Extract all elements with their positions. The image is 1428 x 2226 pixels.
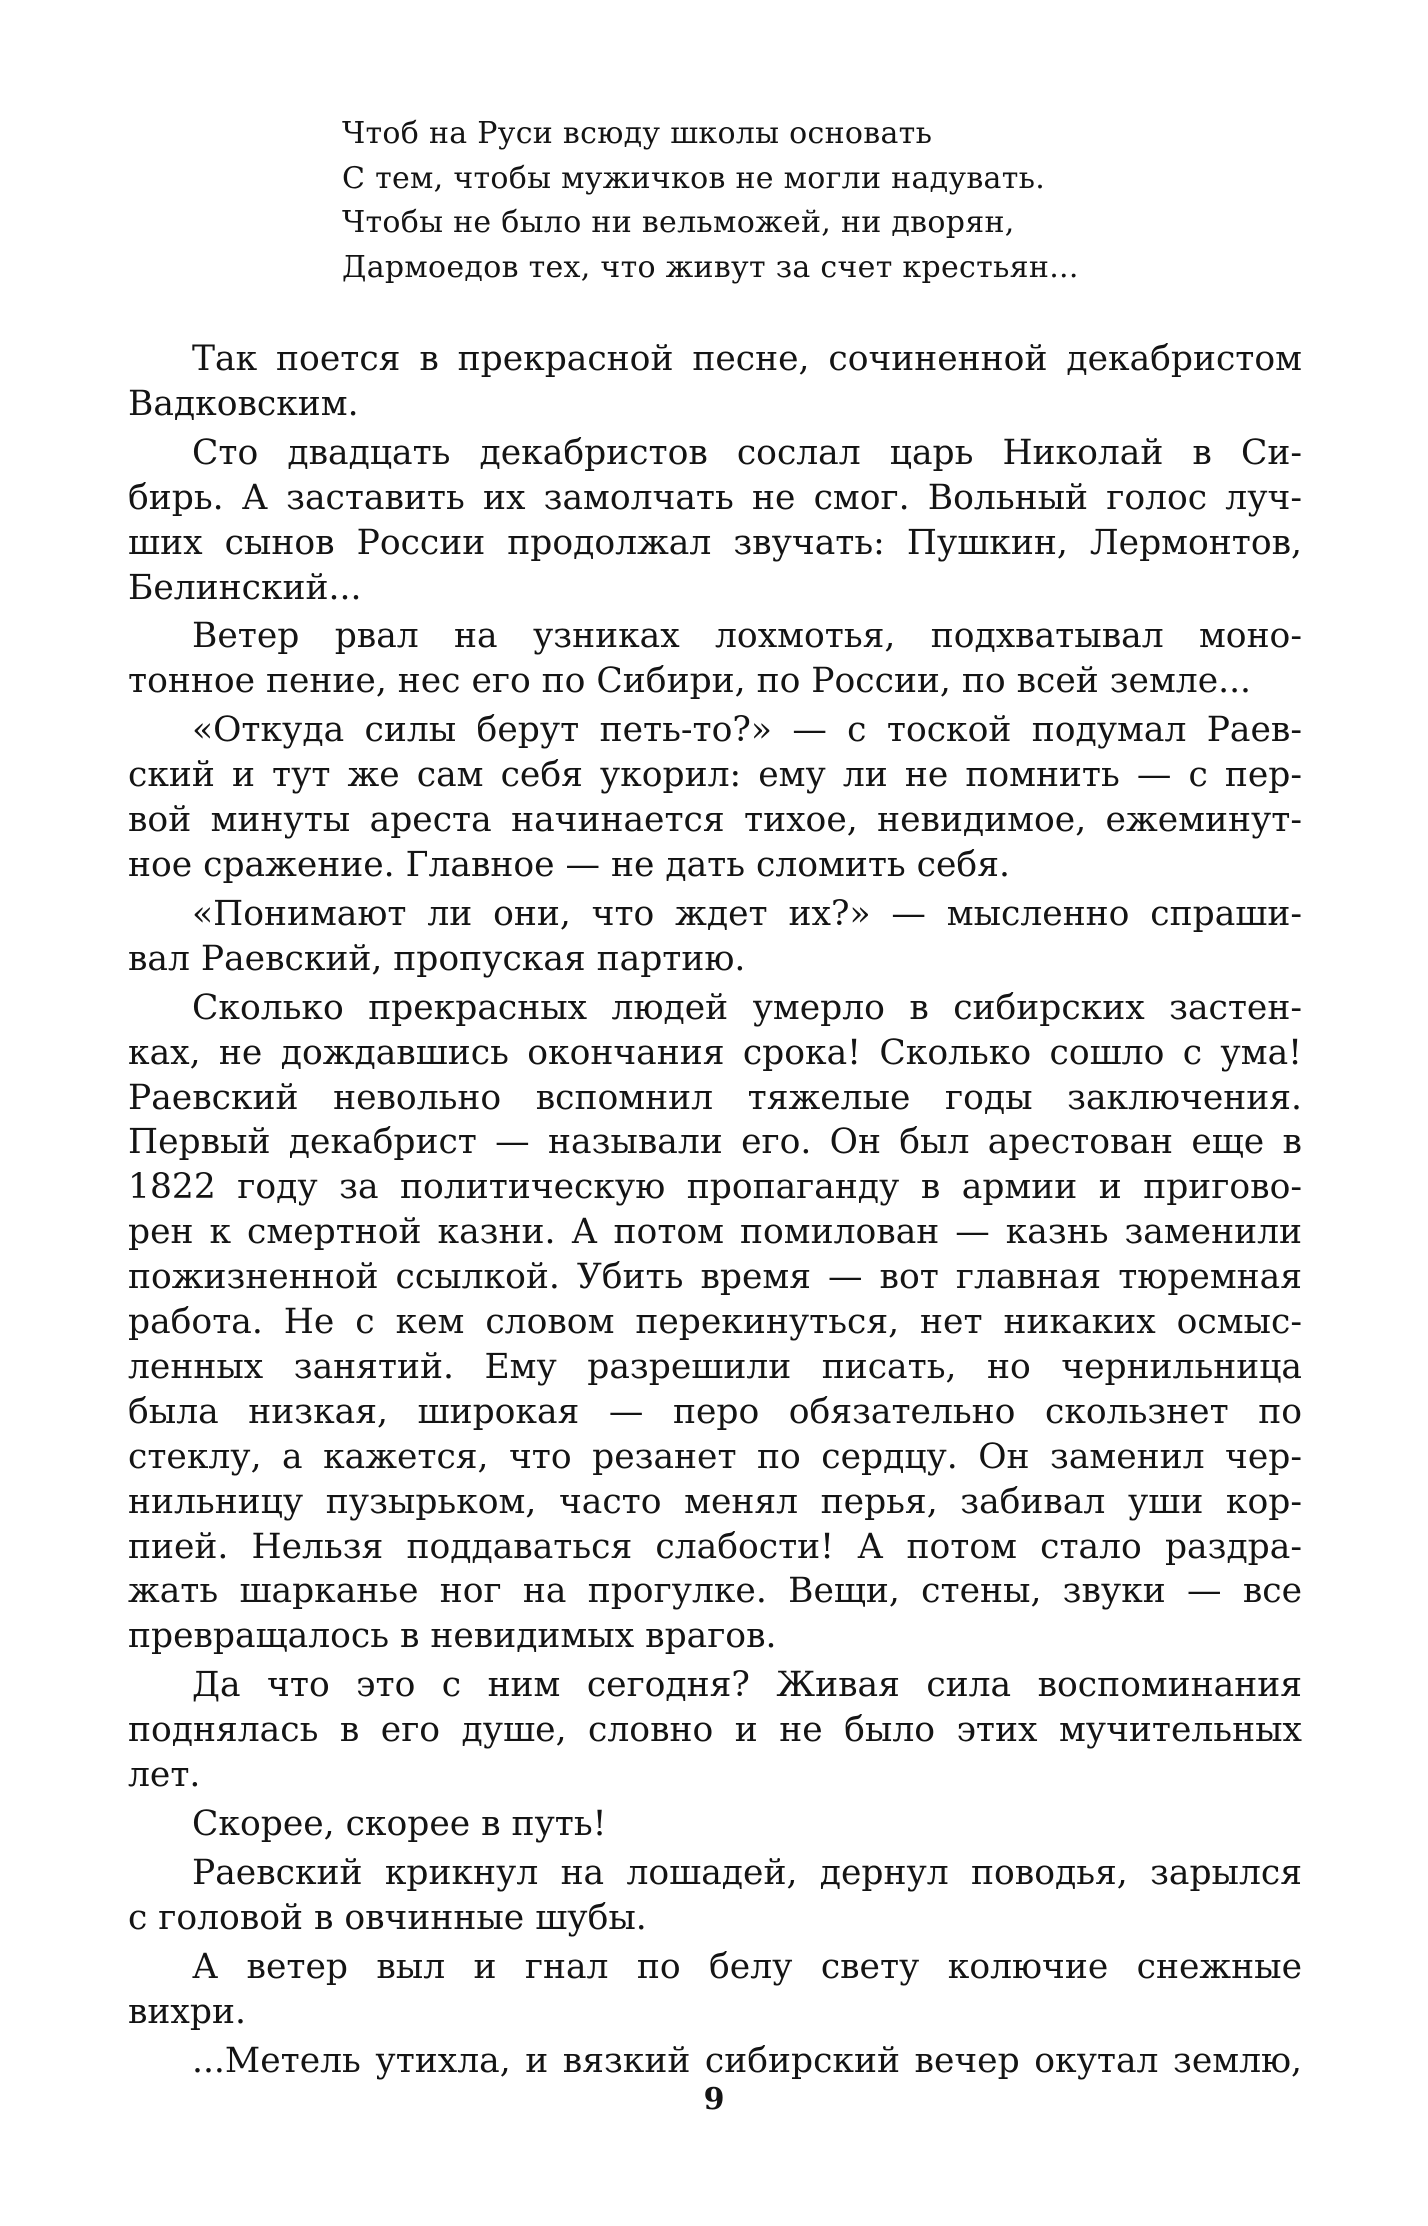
text-line: Так поется в прекрасной песне, сочиненной декабристом <box>192 339 1302 379</box>
text-line: пожизненной ссылкой. Убить время — вот главная тюремная <box>128 1257 1302 1298</box>
poem-line: С тем, чтобы мужичков не могли надувать. <box>342 160 1046 196</box>
text-line: ших сынов России продолжал звучать: Пушкин, Лермонтов, <box>128 522 1302 563</box>
text-line: Скорее, скорее в путь! <box>192 1804 607 1844</box>
text-line: ное сражение. Главное — не дать сломить себя. <box>128 844 1010 885</box>
text-line: А ветер выл и гнал по белу свету колючие снежные <box>192 1946 1302 1987</box>
text-line: пией. Нельзя поддаваться слабости! А потом стало раздра- <box>128 1526 1302 1567</box>
poem-line: Чтобы не было ни вельможей, ни дворян, <box>342 205 1015 240</box>
paragraph <box>128 1663 1302 1798</box>
text-line: ках, не дождавшись окончания срока! Сколько сошло с ума! <box>128 1032 1302 1073</box>
body-text <box>128 337 1302 2087</box>
text-line: тонное пение, нес его по Сибири, по России, по всей земле... <box>128 661 1252 702</box>
text-line: Сто двадцать декабристов сослал царь Николай в Си- <box>192 432 1302 473</box>
text-line: с головой в овчинные шубы. <box>128 1897 647 1938</box>
paragraph <box>128 1945 1302 2035</box>
text-line: жать шарканье ног на прогулке. Вещи, стены, звуки — все <box>128 1571 1302 1612</box>
text-line: ...Метель утихла, и вязкий сибирский вечер окутал землю, <box>192 2040 1302 2081</box>
text-line: ский и тут же сам себя укорил: ему ли не помнить — с пер- <box>128 755 1302 796</box>
text-line: стеклу, а кажется, что резанет по сердцу. Он заменил чер- <box>128 1436 1302 1477</box>
text-line: «Откуда силы берут петь-то?» — с тоской подумал Раев- <box>192 710 1302 751</box>
text-line: 1822 году за политическую пропаганду в армии и пригово- <box>128 1167 1302 1208</box>
paragraph <box>128 708 1302 888</box>
text-line: бирь. А заставить их замолчать не смог. Вольный голос луч- <box>128 477 1302 518</box>
text-line: Сколько прекрасных людей умерло в сибирских застен- <box>192 987 1302 1028</box>
text-line: Ветер рвал на узниках лохмотья, подхватывал моно- <box>192 616 1302 657</box>
page-number: 9 <box>703 2082 725 2117</box>
text-line: ленных занятий. Ему разрешили писать, но чернильница <box>128 1346 1302 1387</box>
text-line: вихри. <box>128 1991 246 2032</box>
paragraph <box>128 1802 1302 1847</box>
paragraph <box>128 614 1302 704</box>
poem-excerpt <box>342 112 1242 290</box>
text-line: «Понимают ли они, что ждет их?» — мысленно спраши- <box>192 893 1302 934</box>
text-line: Первый декабрист — называли его. Он был арестован еще в <box>128 1122 1302 1163</box>
text-line: Да что это с ним сегодня? Живая сила воспоминания <box>192 1665 1302 1706</box>
paragraph <box>128 337 1302 427</box>
paragraph <box>128 986 1302 1660</box>
paragraph <box>128 1851 1302 1941</box>
poem-line: Чтоб на Руси всюду школы основать <box>342 116 933 151</box>
text-line: поднялась в его душе, словно и не было этих мучительных <box>128 1710 1302 1751</box>
text-line: работа. Не с кем словом перекинуться, нет никаких осмыс- <box>128 1302 1302 1343</box>
text-line: вал Раевский, пропуская партию. <box>128 938 746 979</box>
text-line: Раевский крикнул на лошадей, дернул поводья, зарылся <box>192 1852 1302 1893</box>
paragraph <box>128 2039 1302 2084</box>
text-line: Белинский... <box>128 567 362 608</box>
poem-line: Дармоедов тех, что живут за счет крестьян... <box>342 249 1079 285</box>
text-line: вой минуты ареста начинается тихое, невидимое, ежеминут- <box>128 800 1302 841</box>
text-line: лет. <box>128 1755 201 1796</box>
text-line: нильницу пузырьком, часто менял перья, забивал уши кор- <box>128 1481 1302 1522</box>
paragraph <box>128 892 1302 982</box>
text-line: превращалось в невидимых врагов. <box>128 1616 777 1657</box>
paragraph <box>128 431 1302 611</box>
text-line: была низкая, широкая — перо обязательно скользнет по <box>128 1391 1302 1432</box>
text-line: Раевский невольно вспомнил тяжелые годы заключения. <box>128 1077 1302 1118</box>
text-line: рен к смертной казни. А потом помилован — казнь заменили <box>128 1212 1302 1253</box>
text-line: Вадковским. <box>128 383 359 424</box>
